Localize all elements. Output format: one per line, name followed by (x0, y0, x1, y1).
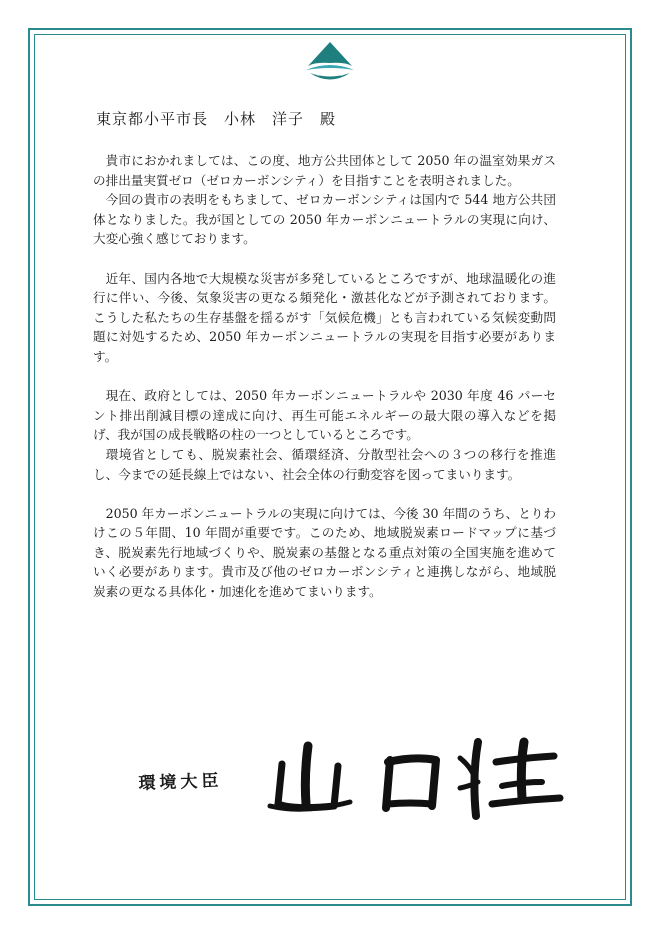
paragraph-1: 貴市におかれましては、この度、地方公共団体として 2050 年の温室効果ガスの排出量実質ゼロ（ゼロカーボンシティ）を目指すことを表明されました。 (93, 153, 556, 188)
signature-image (264, 736, 564, 820)
addressee-line: 東京都小平市長 小林 洋子 殿 (96, 110, 337, 128)
paragraph-3: 近年、国内各地で大規模な災害が多発しているところですが、地球温暖化の進行に伴い、今後、気象災害の更なる頻発化・激甚化などが予測されております。こうした私たちの生存基盤を揺るがす「気候危機」とも言われている気候変動問題に対処するため、2050 年カーボンニュートラルの実現を目指す必要があります。 (93, 270, 556, 364)
paragraph-5: 環境省としても、脱炭素社会、循環経済、分散型社会への３つの移行を推進し、今までの延長線上ではない、社会全体の行動変容を図ってまいります。 (93, 446, 556, 482)
paragraph-4: 現在、政府としては、2050 年カーボンニュートラルや 2030 年度 46 パーセント排出削減目標の達成に向け、再生可能エネルギーの最大限の導入などを掲げ、我が国の成長戦略の柱の一つとしているところです。 (93, 388, 556, 443)
ministry-logo-icon (300, 40, 360, 86)
signatory-title: 環境大臣 (138, 771, 223, 794)
letter-body (93, 151, 556, 621)
paragraph-6: 2050 年カーボンニュートラルの実現に向けては、今後 30 年間のうち、とりわけこの５年間、10 年間が重要です。このため、地域脱炭素ロードマップに基づき、脱炭素先行地域づくりや、脱炭素の基盤となる重点対策の全国実施を進めていく必要があります。貴市及び他のゼロカーボンシティと連携しながら、地域脱炭素の更なる具体化・加速化を進めてまいります。 (93, 505, 556, 600)
paragraph-2: 今回の貴市の表明をもちまして、ゼロカーボンシティは国内で 544 地方公共団体となりました。我が国としての 2050 年カーボンニュートラルの実現に向け、大変心強く感じております。 (93, 192, 556, 247)
